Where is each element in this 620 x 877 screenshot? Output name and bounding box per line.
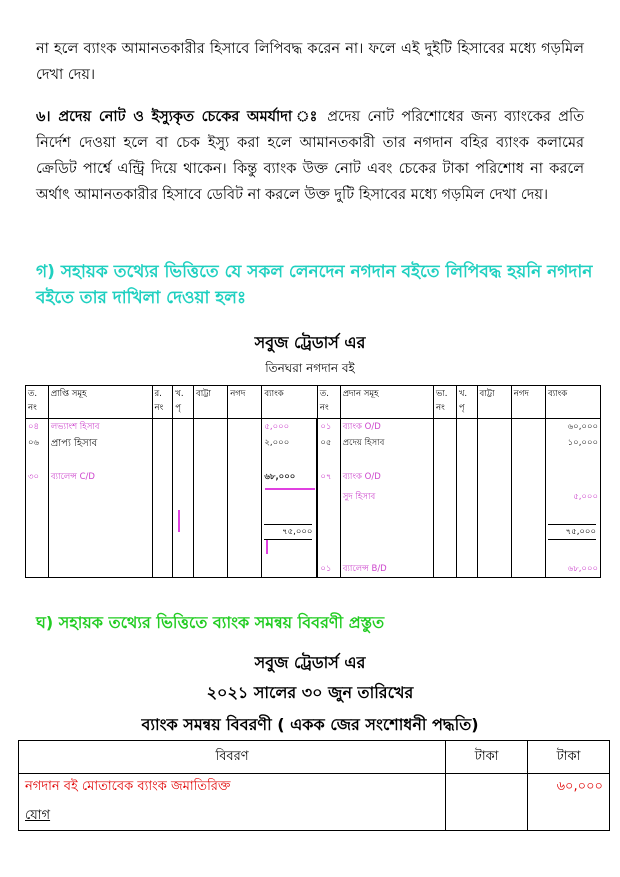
col-header: টাকা xyxy=(446,741,528,774)
col-header: বাট্টা xyxy=(477,386,511,419)
cell: ০৭ xyxy=(317,469,340,489)
reconciliation-header-row xyxy=(19,741,610,774)
cashbook-title: সবুজ ট্রেডার্স এর xyxy=(254,333,366,352)
cell: ৫,০০০ xyxy=(545,489,600,523)
col-header: টাকা xyxy=(528,741,610,774)
table-row xyxy=(26,469,601,489)
balance-row xyxy=(26,545,601,577)
statement-title: সবুজ ট্রেডার্স এর xyxy=(254,653,366,672)
cell: ০১ xyxy=(317,419,340,436)
col-header: ত. নং xyxy=(317,386,340,419)
highlight-mark xyxy=(266,540,268,554)
total-left: ৭৫,০০০ xyxy=(264,524,312,540)
cell: ৬০,০০০ xyxy=(545,419,600,436)
cashbook-table xyxy=(25,385,601,578)
table-row xyxy=(26,419,601,436)
cell: ব্যালেন্স B/D xyxy=(340,545,433,577)
cell: ১০,০০০ xyxy=(545,435,600,469)
total-label: যোগ xyxy=(25,808,51,823)
statement-heading: ব্যাংক সমন্বয় বিবরণী ( একক জের সংশোধনী পদ্ধতি) xyxy=(141,715,479,734)
cell: লভ্যাংশ হিসাব xyxy=(48,419,152,436)
total-row xyxy=(26,523,601,545)
col-header: র. নং xyxy=(152,386,173,419)
cell: ৫,০০০ xyxy=(262,419,317,436)
col-header: ব্যাংক xyxy=(545,386,600,419)
cell: ০৬ xyxy=(26,435,49,469)
cell: প্রদেয় হিসাব xyxy=(340,435,433,469)
reconciliation-table xyxy=(18,740,610,831)
col-header: বিবরণ xyxy=(19,741,446,774)
col-header: বাট্টা xyxy=(193,386,227,419)
col-header: প্রাপ্তি সমূহ xyxy=(48,386,152,419)
cell: ০১ xyxy=(317,545,340,577)
cell: ব্যালেন্স C/D xyxy=(48,469,152,489)
table-row xyxy=(26,435,601,469)
cell: ৬৮,০০০ xyxy=(545,545,600,577)
row-amount: ৬০,০০০ xyxy=(528,774,610,831)
cell: ০৪ xyxy=(26,419,49,436)
col-header: ভা. নং xyxy=(434,386,457,419)
col-header: প্রদান সমূহ xyxy=(340,386,433,419)
table-row xyxy=(26,489,601,523)
col-header: ত. নং xyxy=(26,386,49,419)
statement-date: ২০২১ সালের ৩০ জুন তারিখের xyxy=(206,683,414,702)
col-header: ব্যাংক xyxy=(262,386,317,419)
paragraph-continuation: না হলে ব্যাংক আমানতকারীর হিসাবে লিপিবদ্ধ করেন না। ফলে এই দুইটি হিসাবের মধ্যে গড়মিল দেখা দেয়। xyxy=(36,41,584,83)
col-header: নগদ xyxy=(228,386,262,419)
paragraph-dishonour xyxy=(36,104,584,208)
cell: প্রাপ্য হিসাব xyxy=(48,435,152,469)
cell xyxy=(545,469,600,489)
col-header: খ. পৃ xyxy=(456,386,477,419)
cell: ব্যাংক O/D xyxy=(340,469,433,489)
section-gh-heading: ঘ) সহায়ক তথ্যের ভিত্তিতে ব্যাংক সমন্বয় বিবরণী প্রস্তুত xyxy=(36,613,385,632)
cell: ২,০০০ xyxy=(262,435,317,469)
highlight-mark xyxy=(265,488,315,490)
table-row xyxy=(19,774,610,831)
cashbook-header-row xyxy=(26,386,601,419)
cell: ৩০ xyxy=(26,469,49,489)
total-right: ৭৫,০০০ xyxy=(548,524,596,540)
paragraph-heading: ৬। প্রদেয় নোট ও ইস্যুকৃত চেকের অমর্যাদা ঃ xyxy=(36,109,321,125)
paragraph-body: প্রদেয় নোট পরিশোধের জন্য ব্যাংকের প্রতি নির্দেশ দেওয়া হলে বা চেক ইস্যু করা হলে আমানতকারী তার নগদান বহির ব্যাংক কলামের ক্রেডিট পার্শ্বে এন্ট্রি দিয়ে থাকেন। কিন্তু ব্যাংক উক্ত নোট এবং চেকের টাকা পরিশোধ না করলে অর্থাৎ আমানতকারীর হিসাবে ডেবিট না করলে উক্ত দুটি হিসাবের মধ্যে গড়মিল দেখা দেয়। xyxy=(36,109,585,203)
col-header: খ. পৃ xyxy=(173,386,194,419)
col-header: নগদ xyxy=(511,386,545,419)
cell: ব্যাংক O/D xyxy=(340,419,433,436)
cashbook-subtitle: তিনঘরা নগদান বই xyxy=(265,361,355,375)
highlight-mark xyxy=(178,510,180,532)
row-description: নগদান বই মোতাবেক ব্যাংক জমাতিরিক্ত xyxy=(25,779,231,794)
cell: সুদ হিসাব xyxy=(340,489,433,523)
cell: ৬৮,০০০ xyxy=(262,469,317,489)
cell: ০৫ xyxy=(317,435,340,469)
section-g-heading: গ) সহায়ক তথ্যের ভিত্তিতে যে সকল লেনদেন নগদান বইতে লিপিবদ্ধ হয়নি নগদান বইতে তার দাখিলা দেওয়া হলঃ xyxy=(36,262,593,308)
